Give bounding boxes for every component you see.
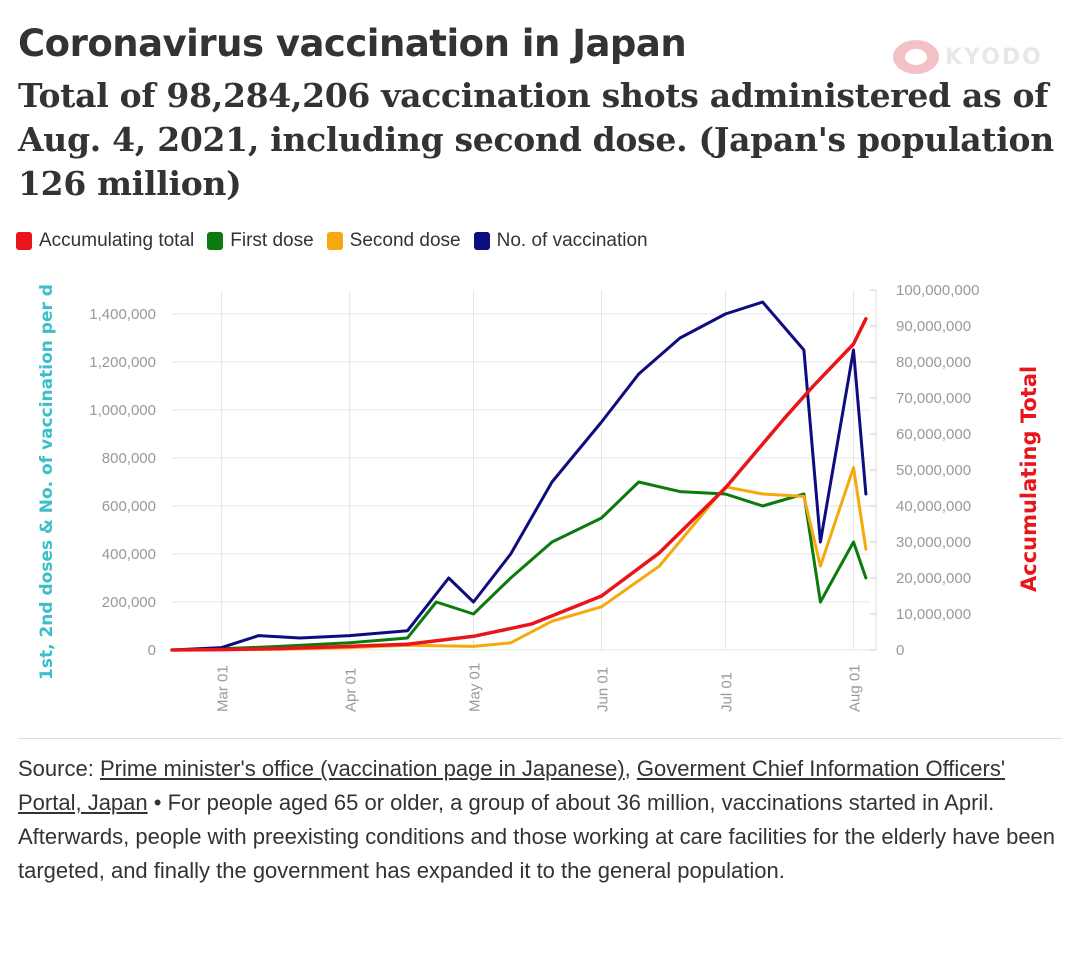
legend-item-accumulating-total[interactable] [16,230,194,252]
y-left-tick-label: 1,200,000 [89,354,156,371]
kyodo-logo [893,40,1043,74]
y-left-tick-label: 1,400,000 [89,306,156,323]
y-left-tick-label: 200,000 [101,594,156,611]
y-left-tick-label: 0 [147,642,156,659]
y-right-tick-label: 20,000,000 [896,570,972,587]
legend-swatch-green [207,232,223,250]
y-left-tick-label: 400,000 [101,546,156,563]
chart-title: Coronavirus vaccination in Japan [18,22,687,65]
legend-label: Second dose [349,230,461,251]
source-link-pm-office[interactable]: Prime minister's office (vaccination page in Japanese) [99,756,625,781]
y-left-tick-label: 600,000 [101,498,156,515]
source-text-2: Afterwards, people with preexisting conditions and those working at care facilities for the elderly have been targeted, and finally the government has expanded it to the general population. [18,824,1056,883]
series-line-no-of-vaccination [172,302,866,650]
legend-item-first-dose[interactable] [207,230,313,252]
kyodo-logo-text: KYODO [945,44,1043,70]
legend-label: Accumulating total [39,230,195,251]
y-right-tick-label: 0 [896,642,905,659]
x-tick-label: Aug 01 [846,664,864,712]
y-right-tick-label: 90,000,000 [896,318,972,335]
y-right-tick-label: 30,000,000 [896,534,972,551]
legend-item-no-of-vaccination[interactable] [474,230,648,252]
y-left-tick-label: 800,000 [101,450,156,467]
y-right-tick-label: 40,000,000 [896,498,972,515]
x-tick-label: Jun 01 [594,666,612,712]
y-right-tick-label: 60,000,000 [896,426,972,443]
series-line-second-dose [172,468,866,650]
y-right-tick-label: 50,000,000 [896,462,972,479]
legend-swatch-red [16,232,32,250]
series-line-first-dose [172,482,866,650]
x-tick-label: Mar 01 [214,665,232,712]
source-prefix: Source: [18,756,100,781]
vaccination-line-chart [0,270,1080,730]
y-left-axis-title: 1st, 2nd doses & No. of vaccination per d [37,284,57,680]
y-left-tick-label: 1,000,000 [89,402,156,419]
y-right-axis-title: Accumulating Total [1017,365,1041,592]
legend-item-second-dose[interactable] [327,230,461,252]
x-tick-label: Apr 01 [342,667,360,712]
legend-swatch-navy [474,232,490,250]
y-right-tick-label: 70,000,000 [896,390,972,407]
kyodo-logo-icon [893,40,939,74]
y-right-tick-label: 80,000,000 [896,354,972,371]
divider [18,738,1062,739]
chart-subtitle: Total of 98,284,206 vaccination shots administered as of Aug. 4, 2021, including second dose. (Japan's population 126 million) [18,76,1054,203]
source-note [18,752,1068,888]
chart-legend [16,230,661,252]
series-line-accumulating-total [172,319,866,650]
y-right-tick-label: 10,000,000 [896,606,972,623]
legend-label: First dose [230,230,314,251]
source-separator: , [624,756,637,781]
source-text-1: • For people aged 65 or older, a group of about 36 million, vaccinations started in April. [147,790,995,815]
y-right-tick-label: 100,000,000 [896,282,980,299]
legend-label: No. of vaccination [496,230,648,251]
legend-swatch-orange [327,232,343,250]
x-tick-label: May 01 [466,662,484,712]
x-tick-label: Jul 01 [718,671,736,712]
source-link-cio-portal[interactable]: Goverment Chief Information Officers' Portal, Japan [18,756,1006,815]
